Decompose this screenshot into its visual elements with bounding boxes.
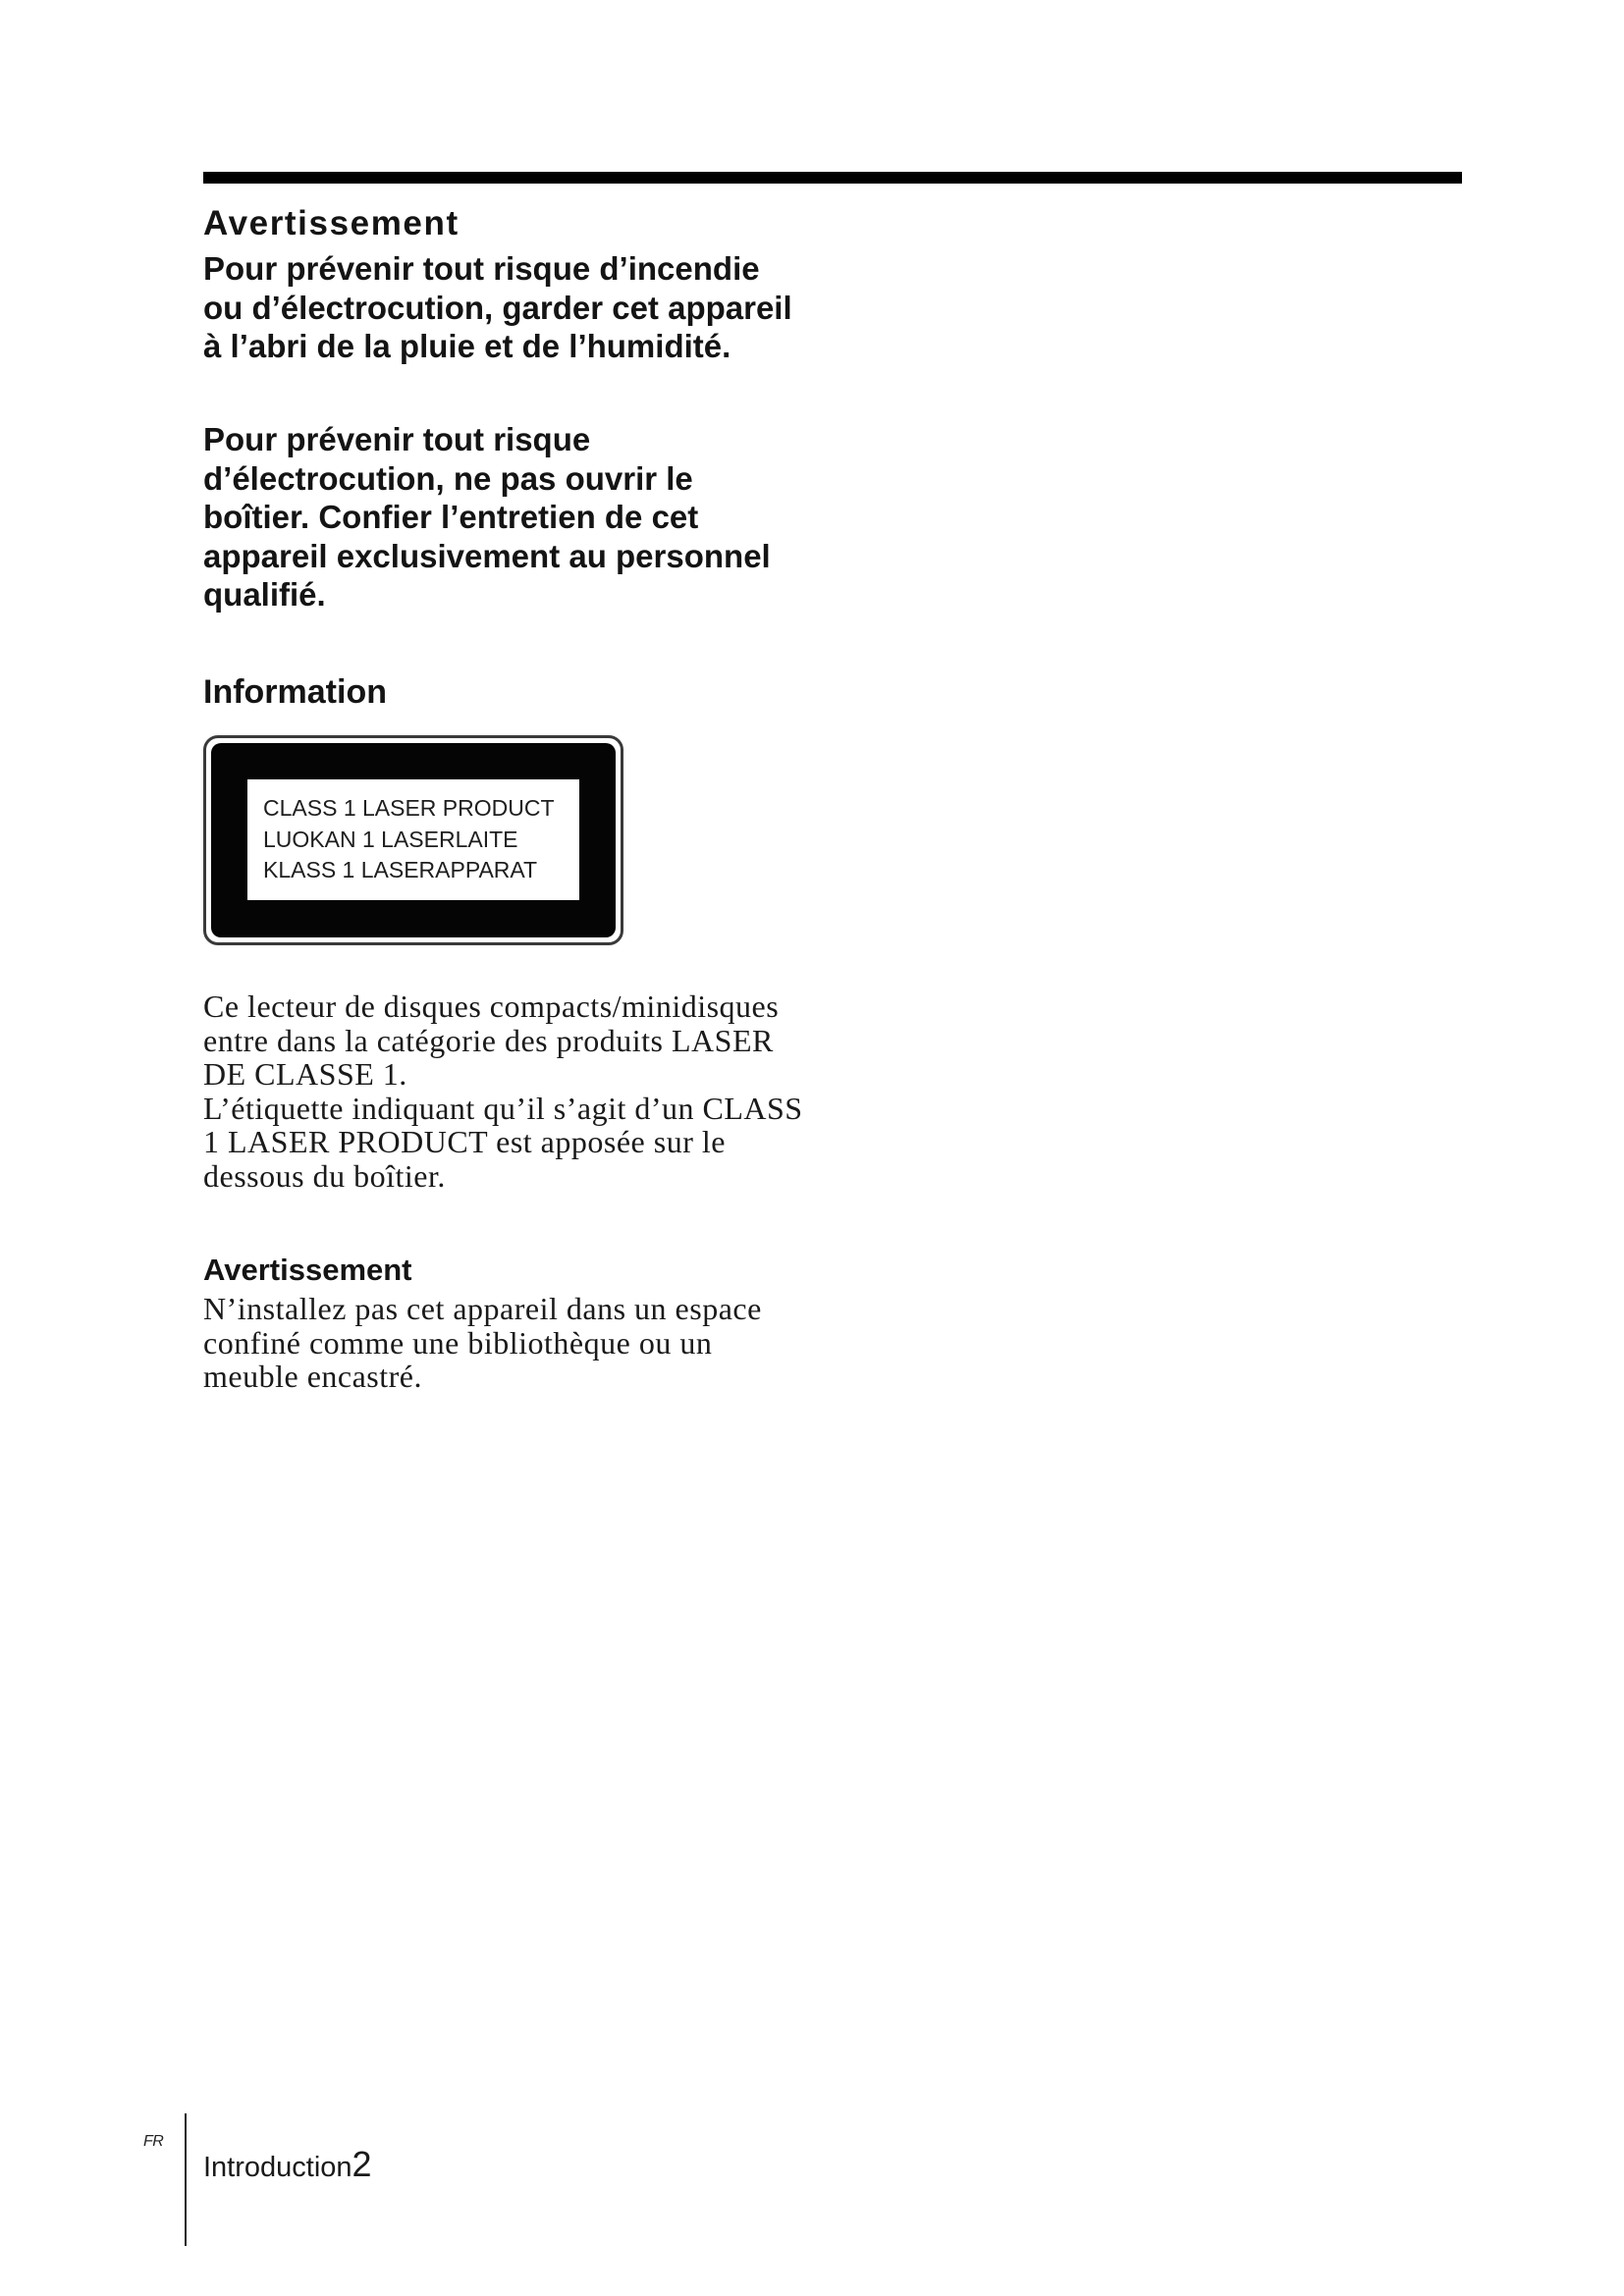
laser-label-text-box bbox=[247, 779, 579, 900]
laser-label-line: KLASS 1 LASERAPPARAT bbox=[263, 857, 538, 882]
paragraph-line: 1 LASER PRODUCT est apposée sur le bbox=[203, 1124, 726, 1160]
warning-line: appareil exclusivement au personnel bbox=[203, 537, 771, 574]
paragraph-line: meuble encastré. bbox=[203, 1359, 422, 1395]
warning-line: d’électrocution, ne pas ouvrir le bbox=[203, 459, 693, 497]
information-heading: Information bbox=[203, 673, 387, 711]
page-title: Avertissement bbox=[203, 204, 460, 242]
paragraph-line: confiné comme une bibliothèque ou un bbox=[203, 1324, 713, 1361]
laser-label-line: LUOKAN 1 LASERLAITE bbox=[263, 826, 518, 852]
footer-page-label bbox=[203, 2144, 372, 2193]
paragraph-line: dessous du boîtier. bbox=[203, 1157, 446, 1194]
paragraph-line: DE CLASSE 1. bbox=[203, 1056, 407, 1093]
footer-divider bbox=[185, 2113, 187, 2246]
warning-line: ou d’électrocution, garder cet appareil bbox=[203, 289, 792, 326]
warning-line: Pour prévenir tout risque bbox=[203, 421, 591, 457]
warning-line: boîtier. Confier l’entretien de cet bbox=[203, 499, 699, 535]
laser-label-line: CLASS 1 LASER PRODUCT bbox=[263, 795, 555, 821]
paragraph-line: N’installez pas cet appareil dans un espace bbox=[203, 1291, 762, 1326]
top-rule bbox=[203, 172, 1462, 184]
warning-line: à l’abri de la pluie et de l’humidité. bbox=[203, 328, 731, 364]
laser-product-label bbox=[203, 735, 623, 945]
warning-line: Pour prévenir tout risque d’incendie bbox=[203, 250, 760, 287]
footer-page-number: 2 bbox=[352, 2144, 372, 2184]
avertissement-paragraph bbox=[203, 1292, 762, 1394]
paragraph-line: entre dans la catégorie des produits LASER bbox=[203, 1022, 774, 1058]
fire-shock-warning bbox=[203, 249, 792, 366]
warning-line: qualifié. bbox=[203, 576, 326, 613]
footer-language-code: FR bbox=[143, 2133, 164, 2150]
footer-section-name: Introduction bbox=[203, 2152, 352, 2183]
paragraph-line: L’étiquette indiquant qu’il s’agit d’un CLASS bbox=[203, 1090, 803, 1126]
shock-warning bbox=[203, 420, 771, 614]
laser-label-frame bbox=[211, 743, 616, 937]
avertissement-heading: Avertissement bbox=[203, 1253, 412, 1287]
information-paragraph bbox=[203, 989, 803, 1194]
paragraph-line: Ce lecteur de disques compacts/minidisques bbox=[203, 988, 780, 1024]
